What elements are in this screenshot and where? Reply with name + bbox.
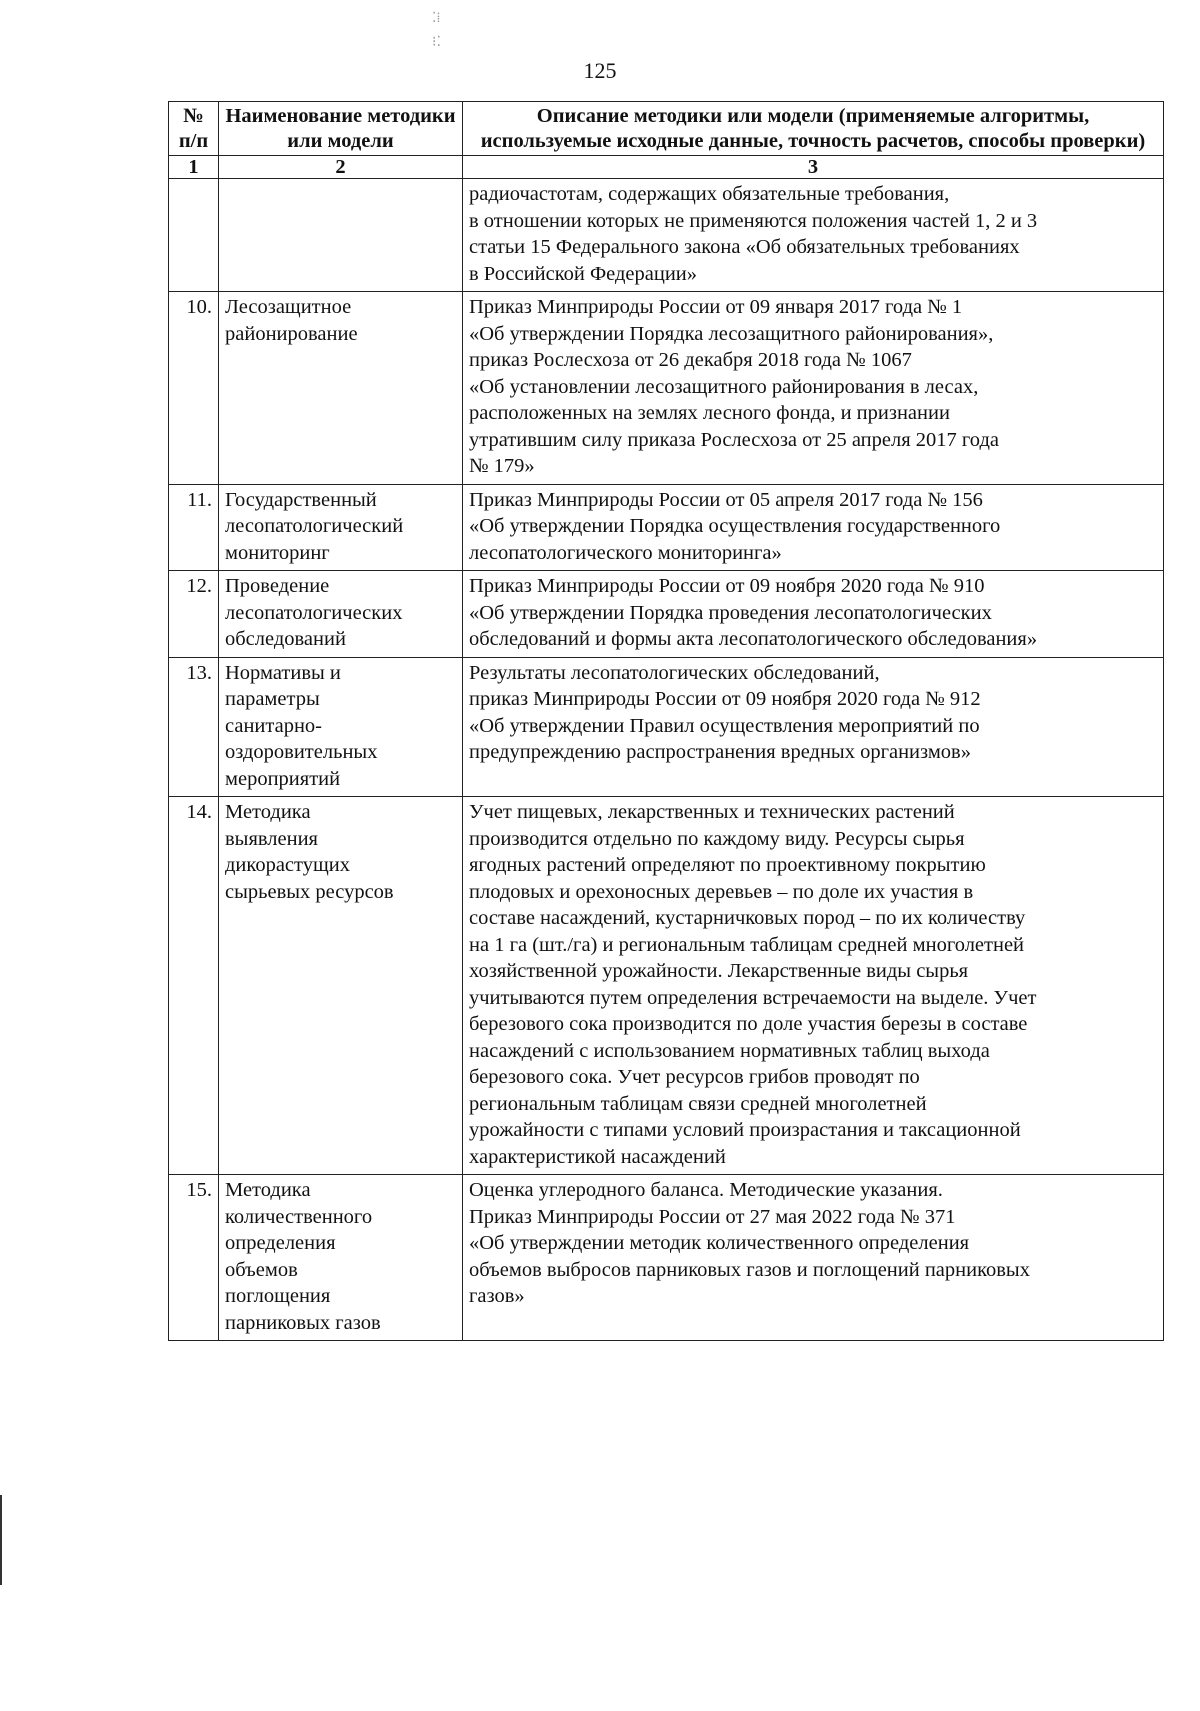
row-number: 15. bbox=[169, 1175, 219, 1341]
row-number: 13. bbox=[169, 657, 219, 797]
method-name bbox=[219, 571, 463, 658]
method-description bbox=[463, 484, 1164, 571]
method-description-line: «Об утверждении Порядка лесозащитного районирования», bbox=[469, 322, 994, 345]
method-description-line: «Об установлении лесозащитного районирования в лесах, bbox=[469, 375, 979, 398]
method-description-line: приказ Минприроды России от 09 ноября 2020 года № 912 bbox=[469, 688, 981, 710]
method-description bbox=[463, 1175, 1164, 1341]
method-description bbox=[463, 292, 1164, 485]
column-number: 2 bbox=[219, 156, 463, 179]
method-name-line: лесопатологический bbox=[225, 515, 404, 537]
method-name-line: параметры bbox=[225, 688, 320, 710]
method-name bbox=[219, 1175, 463, 1341]
header-name: Наименование методики или модели bbox=[219, 102, 463, 156]
method-description-line: Оценка углеродного баланса. Методические указания. bbox=[469, 1179, 943, 1201]
method-description-line: в отношении которых не применяются положения частей 1, 2 и 3 bbox=[469, 209, 1038, 232]
method-name-line: Лесозащитное bbox=[225, 296, 352, 318]
column-number: 3 bbox=[463, 156, 1164, 179]
method-name-line: Методика bbox=[225, 1179, 311, 1201]
method-description-line: плодовых и орехоносных деревьев – по доле их участия в bbox=[469, 880, 974, 903]
method-description-line: статьи 15 Федерального закона «Об обязательных требованиях bbox=[469, 236, 1020, 258]
method-description-line: на 1 га (шт./га) и региональным таблицам средней многолетней bbox=[469, 933, 1025, 956]
method-description-line: приказ Рослесхоза от 26 декабря 2018 года № 1067 bbox=[469, 349, 912, 371]
method-name-line: Проведение bbox=[225, 575, 330, 597]
table-row bbox=[169, 484, 1164, 571]
method-name-line: мониторинг bbox=[225, 541, 330, 564]
method-description bbox=[463, 797, 1164, 1175]
method-description-line: составе насаждений, кустарничковых пород – по их количеству bbox=[469, 907, 1026, 929]
table-row bbox=[169, 797, 1164, 1175]
method-description-line: «Об утверждении Правил осуществления мероприятий по bbox=[469, 714, 980, 737]
method-description-line: Приказ Минприроды России от 27 мая 2022 года № 371 bbox=[469, 1205, 956, 1228]
method-description-line: в Российской Федерации» bbox=[469, 262, 698, 285]
column-numbers-row bbox=[169, 156, 1164, 179]
method-name-line: Государственный bbox=[225, 488, 377, 511]
method-description-line: региональным таблицам связи средней многолетней bbox=[469, 1092, 927, 1115]
method-description-line: радиочастотам, содержащих обязательные требования, bbox=[469, 183, 950, 205]
table-body bbox=[169, 179, 1164, 1341]
table-header-row bbox=[169, 102, 1164, 156]
method-name-line: дикорастущих bbox=[225, 854, 350, 876]
method-name-line: сырьевых ресурсов bbox=[225, 880, 394, 903]
method-description-line: ягодных растений определяют по проективному покрытию bbox=[469, 854, 986, 876]
method-description-line: характеристикой насаждений bbox=[469, 1145, 726, 1168]
method-name bbox=[219, 657, 463, 797]
page-number: 125 bbox=[583, 58, 617, 83]
scan-artifact: ⁚⁞ bbox=[432, 11, 441, 26]
method-description-line: «Об утверждении Порядка проведения лесопатологических bbox=[469, 601, 992, 624]
method-description bbox=[463, 571, 1164, 658]
method-description-line: Приказ Минприроды России от 09 января 2017 года № 1 bbox=[469, 296, 963, 318]
method-name bbox=[219, 179, 463, 292]
method-description-line: березового сока производится по доле участия березы в составе bbox=[469, 1013, 1028, 1035]
table-row bbox=[169, 292, 1164, 485]
method-description bbox=[463, 179, 1164, 292]
method-name-line: парниковых газов bbox=[225, 1311, 381, 1334]
method-description-line: «Об утверждении методик количественного определения bbox=[469, 1232, 970, 1254]
method-description-line: утратившим силу приказа Рослесхоза от 25 апреля 2017 года bbox=[469, 428, 999, 451]
table-row bbox=[169, 1175, 1164, 1341]
method-name-line: обследований bbox=[225, 628, 346, 650]
method-description-line: насаждений с использованием нормативных таблиц выхода bbox=[469, 1039, 990, 1062]
method-name bbox=[219, 484, 463, 571]
method-description-line: Результаты лесопатологических обследований, bbox=[469, 661, 880, 684]
method-name-line: определения bbox=[225, 1232, 336, 1254]
row-number: 10. bbox=[169, 292, 219, 485]
method-description-line: газов» bbox=[469, 1285, 525, 1307]
method-description-line: Приказ Минприроды России от 09 ноября 2020 года № 910 bbox=[469, 575, 985, 597]
table-row bbox=[169, 571, 1164, 658]
method-name-line: количественного bbox=[225, 1205, 373, 1228]
row-number: 12. bbox=[169, 571, 219, 658]
method-name-line: поглощения bbox=[225, 1285, 331, 1307]
method-name-line: Нормативы и bbox=[225, 661, 341, 684]
method-description-line: лесопатологического мониторинга» bbox=[469, 541, 782, 564]
method-description-line: «Об утверждении Порядка осуществления государственного bbox=[469, 515, 1001, 537]
method-description-line: производится отдельно по каждому виду. Ресурсы сырья bbox=[469, 827, 965, 850]
method-name-line: районирование bbox=[225, 322, 358, 345]
method-description-line: березового сока. Учет ресурсов грибов проводят по bbox=[469, 1066, 920, 1088]
method-description bbox=[463, 657, 1164, 797]
method-description-line: Приказ Минприроды России от 05 апреля 2017 года № 156 bbox=[469, 488, 983, 511]
row-number: 14. bbox=[169, 797, 219, 1175]
method-name-line: объемов bbox=[225, 1258, 298, 1281]
scan-edge-mark bbox=[0, 1495, 2, 1585]
method-description-line: хозяйственной урожайности. Лекарственные виды сырья bbox=[469, 960, 969, 982]
method-name-line: лесопатологических bbox=[225, 601, 403, 624]
method-description-line: предупреждению распространения вредных организмов» bbox=[469, 741, 971, 763]
method-description-line: обследований и формы акта лесопатологического обследования» bbox=[469, 628, 1038, 650]
method-name bbox=[219, 292, 463, 485]
table-row bbox=[169, 179, 1164, 292]
method-name-line: Методика bbox=[225, 801, 311, 823]
method-name-line: санитарно- bbox=[225, 714, 322, 737]
header-desc: Описание методики или модели (применяемые алгоритмы, используемые исходные данные, точность расчетов, способы проверки) bbox=[463, 102, 1164, 156]
method-description-line: объемов выбросов парниковых газов и поглощений парниковых bbox=[469, 1258, 1030, 1281]
method-description-line: учитываются путем определения встречаемости на выделе. Учет bbox=[469, 986, 1037, 1009]
table-row bbox=[169, 657, 1164, 797]
row-number: 11. bbox=[169, 484, 219, 571]
method-name-line: оздоровительных bbox=[225, 741, 378, 763]
method-name-line: мероприятий bbox=[225, 767, 341, 790]
column-number: 1 bbox=[169, 156, 219, 179]
method-description-line: расположенных на землях лесного фонда, и признании bbox=[469, 402, 950, 424]
method-description-line: урожайности с типами условий произрастания и таксационной bbox=[469, 1119, 1021, 1141]
method-description-line: № 179» bbox=[469, 455, 535, 477]
method-name bbox=[219, 797, 463, 1175]
header-num: № п/п bbox=[169, 102, 219, 156]
methods-table bbox=[168, 101, 1164, 1341]
scan-artifact: ⁝⁚ bbox=[432, 35, 441, 50]
row-number bbox=[169, 179, 219, 292]
method-name-line: выявления bbox=[225, 827, 318, 850]
method-description-line: Учет пищевых, лекарственных и технических растений bbox=[469, 801, 955, 823]
